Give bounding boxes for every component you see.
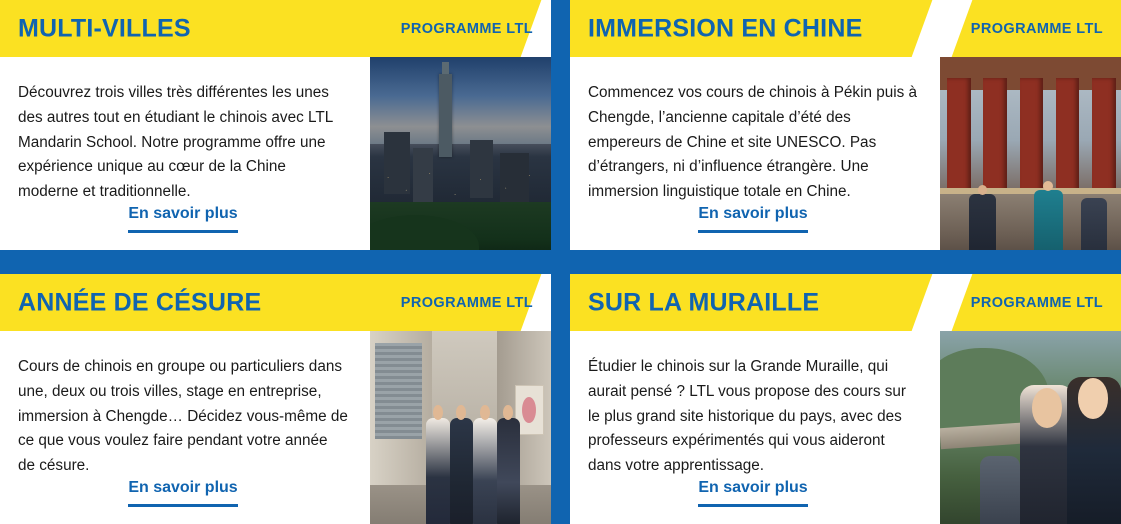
card-image bbox=[370, 331, 551, 524]
card-tag: PROGRAMME LTL bbox=[400, 20, 533, 37]
card-text-column bbox=[570, 331, 940, 524]
card-header bbox=[570, 0, 1121, 57]
learn-more-link[interactable]: En savoir plus bbox=[128, 205, 237, 233]
card-tag: PROGRAMME LTL bbox=[400, 294, 533, 311]
card-tag: PROGRAMME LTL bbox=[970, 20, 1103, 37]
card-title: SUR LA MURAILLE bbox=[588, 288, 820, 316]
card-cta-wrapper bbox=[18, 205, 348, 250]
card-tag: PROGRAMME LTL bbox=[970, 294, 1103, 311]
card-cta-wrapper bbox=[18, 479, 348, 524]
taipei-skyline-photo bbox=[370, 57, 551, 250]
card-description: Commencez vos cours de chinois à Pékin puis à Chengde, l’ancienne capitale d’été des empereurs de Chine et site UNESCO. Pas d’étrangers, ni d’influence étrangère. Une immersion linguistique totale en Chine. bbox=[588, 84, 918, 201]
card-description: Cours de chinois en groupe ou particuliers dans une, deux ou trois villes, stage en entreprise, immersion à Chengde… Décidez vous-même de ce que vous voulez faire pendant votre année de césure. bbox=[18, 358, 348, 475]
card-cta-wrapper bbox=[588, 205, 918, 250]
program-card-immersion-en-chine[interactable] bbox=[570, 0, 1121, 250]
card-body bbox=[0, 331, 551, 524]
chinese-temple-photo bbox=[940, 57, 1121, 250]
card-header bbox=[0, 0, 551, 57]
card-body bbox=[570, 331, 1121, 524]
card-image bbox=[940, 331, 1121, 524]
card-title: MULTI-VILLES bbox=[18, 14, 191, 42]
card-text-column bbox=[0, 331, 370, 524]
card-image bbox=[370, 57, 551, 250]
students-street-photo bbox=[370, 331, 551, 524]
learn-more-link[interactable]: En savoir plus bbox=[698, 205, 807, 233]
card-body bbox=[0, 57, 551, 250]
card-title: IMMERSION EN CHINE bbox=[588, 14, 863, 42]
card-description: Étudier le chinois sur la Grande Muraille, qui aurait pensé ? LTL vous propose des cours sur le plus grand site historique du pays, avec des professeurs expérimentés qui vous aideront dans votre apprentissage. bbox=[588, 358, 907, 475]
card-text-column bbox=[570, 57, 940, 250]
card-cta-wrapper bbox=[588, 479, 918, 524]
learn-more-link[interactable]: En savoir plus bbox=[698, 479, 807, 507]
card-description: Découvrez trois villes très différentes les unes des autres tout en étudiant le chinois avec LTL Mandarin School. Notre programme offre une expérience unique au cœur de la Chine moderne et traditionnelle. bbox=[18, 84, 333, 201]
card-image bbox=[940, 57, 1121, 250]
card-text-column bbox=[0, 57, 370, 250]
learn-more-link[interactable]: En savoir plus bbox=[128, 479, 237, 507]
card-body bbox=[570, 57, 1121, 250]
card-header bbox=[570, 274, 1121, 331]
program-card-multi-villes[interactable] bbox=[0, 0, 551, 250]
program-card-sur-la-muraille[interactable] bbox=[570, 274, 1121, 524]
program-card-annee-de-cesure[interactable] bbox=[0, 274, 551, 524]
card-title: ANNÉE DE CÉSURE bbox=[18, 288, 262, 316]
great-wall-selfie-photo bbox=[940, 331, 1121, 524]
card-header bbox=[0, 274, 551, 331]
